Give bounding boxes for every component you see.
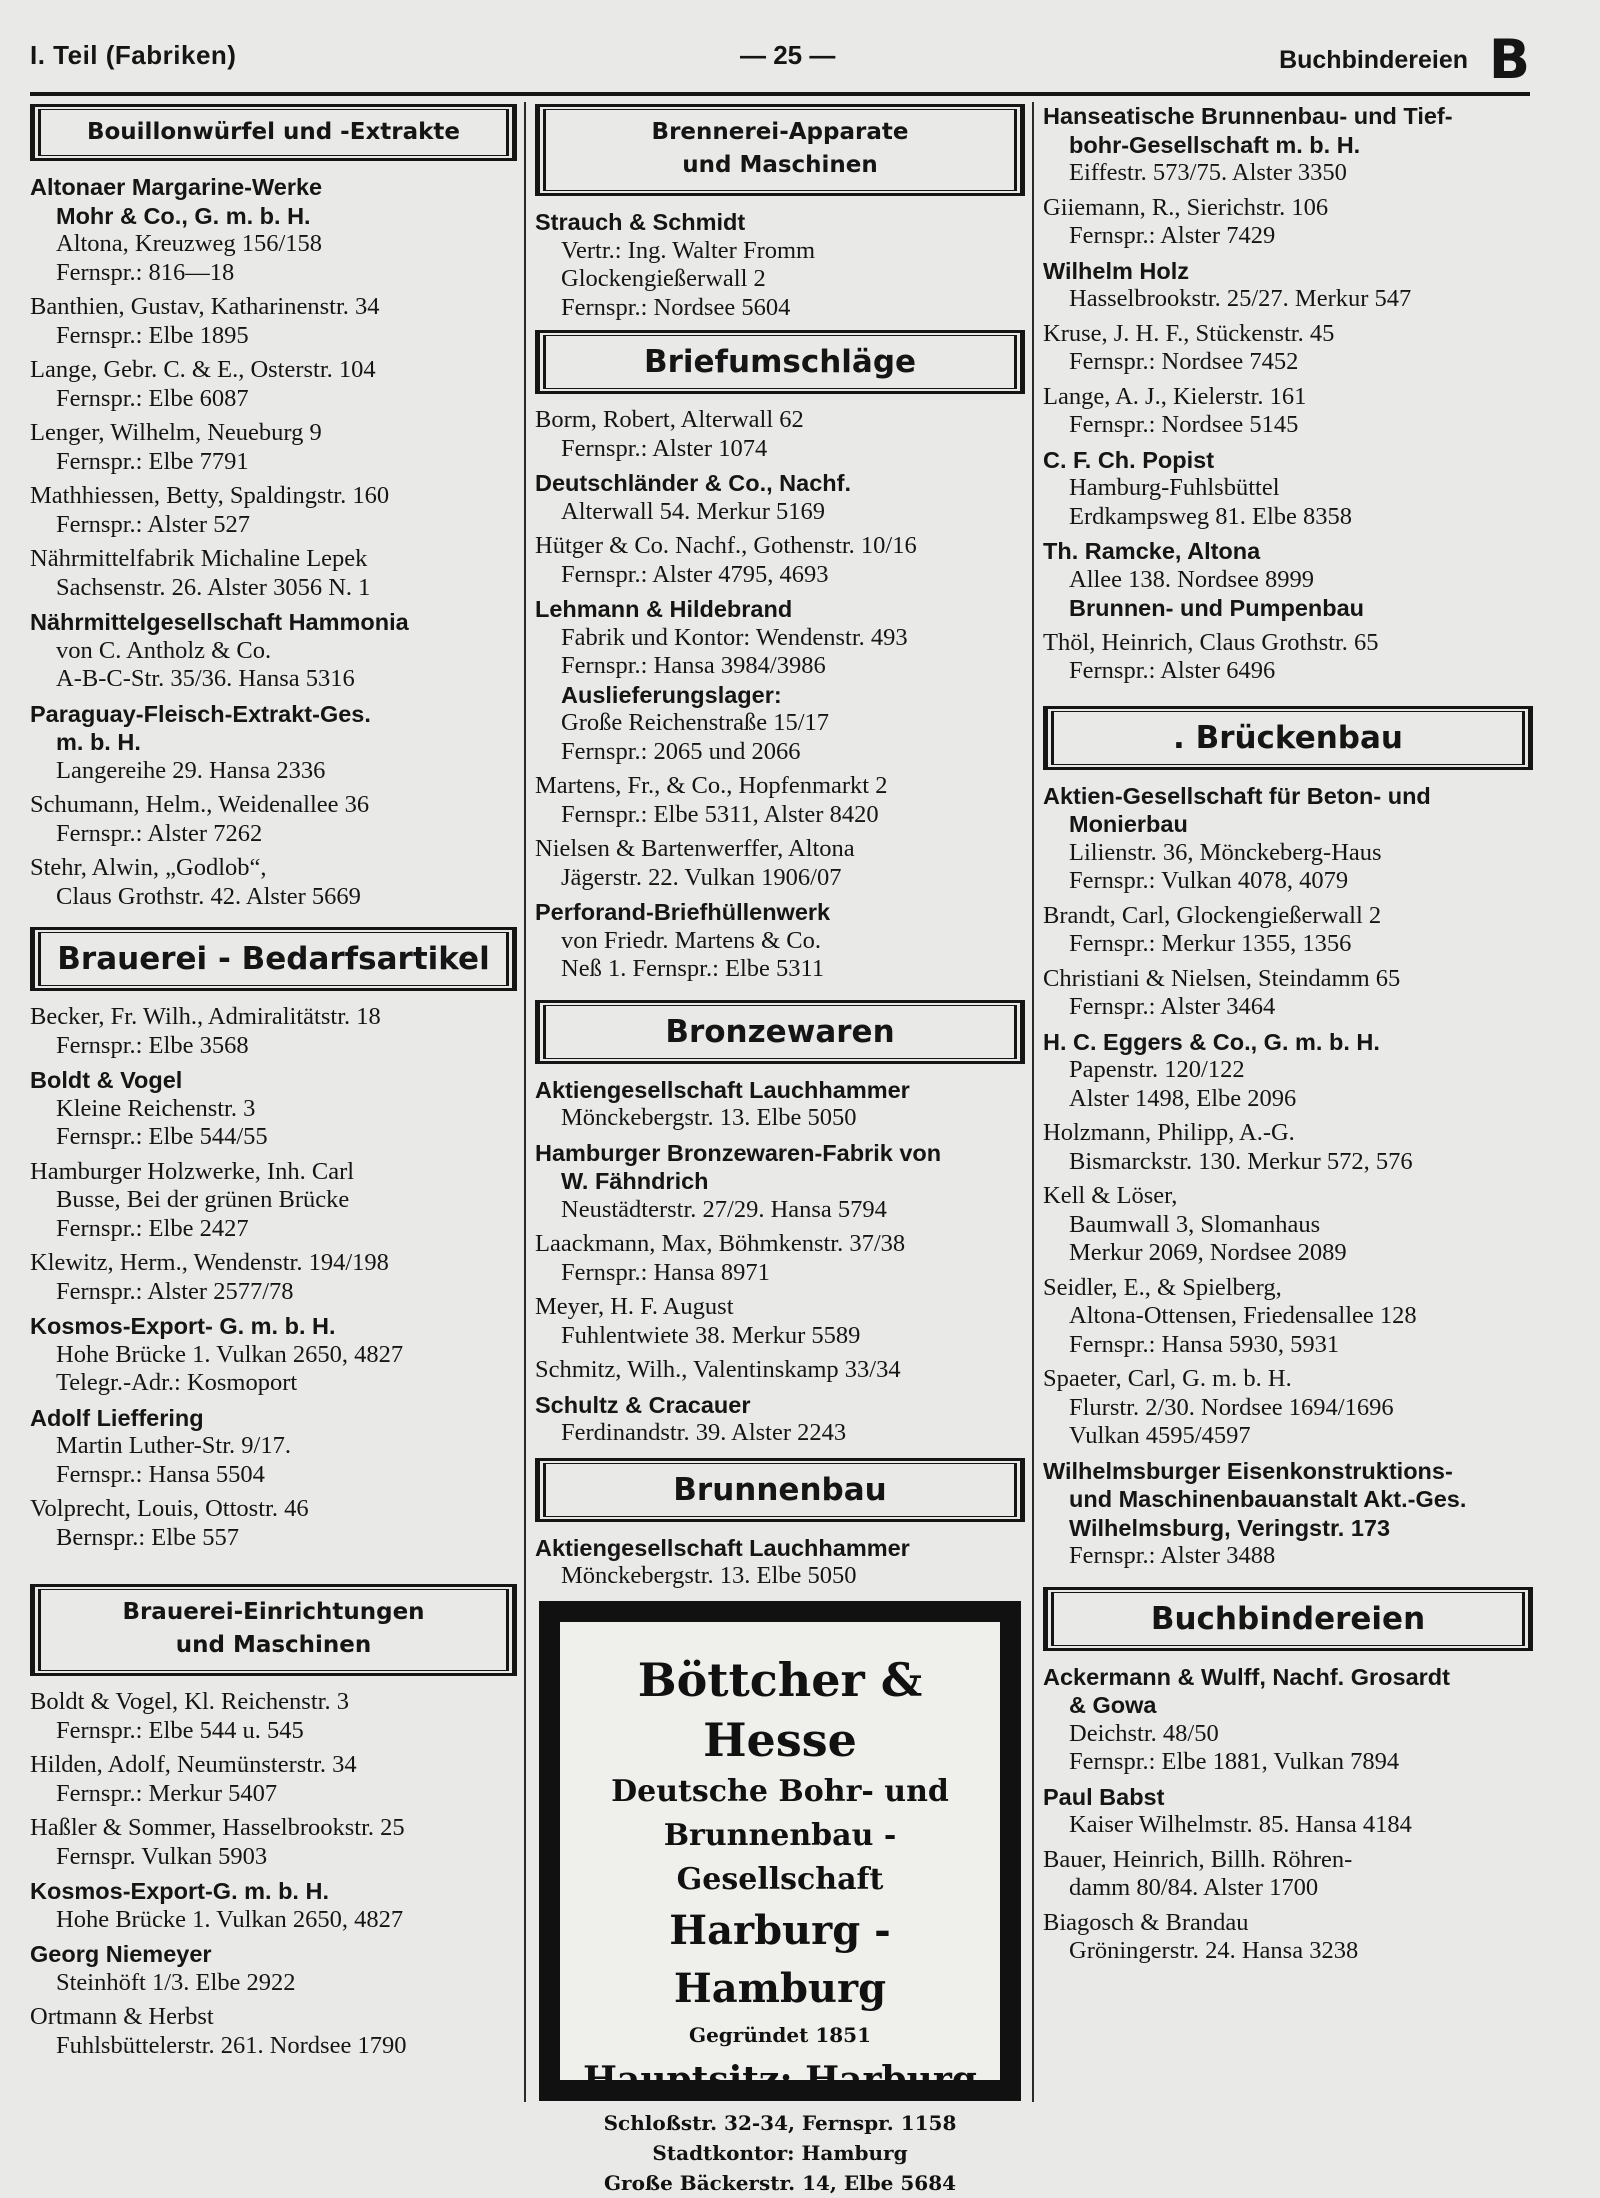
directory-entry: [1043, 1846, 1533, 1903]
section-heading: [537, 106, 1023, 194]
entry-detail: Mönckebergstr. 13. Elbe 5050: [561, 1104, 857, 1131]
directory-entry: [30, 545, 517, 602]
entry-name: Boldt & Vogel: [30, 1067, 183, 1093]
entry-detail: Ferdinandstr. 39. Alster 2243: [561, 1419, 847, 1446]
directory-entry: [30, 608, 517, 694]
ad-headquarters: Hauptsitz: Harburg: [583, 2058, 977, 2101]
entry-list: [30, 173, 517, 911]
entry-name: Martens, Fr., & Co., Hopfenmarkt 2: [535, 772, 888, 799]
entry-detail: Große Reichenstraße 15/17: [561, 709, 830, 736]
section-heading-line: und Maschinen: [682, 152, 878, 178]
entry-name: Mathhiessen, Betty, Spaldingstr. 160: [30, 482, 390, 509]
entry-detail: Jägerstr. 22. Vulkan 1906/07: [561, 863, 842, 891]
directory-entry: [1043, 257, 1533, 314]
directory-entry: [30, 293, 517, 350]
entry-detail: von C. Antholz & Co.: [56, 636, 272, 664]
ad-office-address: Große Bäckerstr. 14, Elbe 5684: [603, 2170, 957, 2195]
page-number: — 25 —: [740, 40, 836, 70]
directory-entry: [30, 854, 517, 911]
directory-entry: [30, 356, 517, 413]
entry-detail: Fernspr.: Hansa 3984/3986: [561, 652, 826, 679]
column-1: [30, 102, 517, 2066]
directory-entry: [30, 1940, 517, 1997]
directory-entry: [30, 1814, 517, 1871]
entry-name: Lange, Gebr. C. & E., Osterstr. 104: [30, 356, 376, 383]
entry-name: Hilden, Adolf, Neumünsterstr. 34: [30, 1751, 357, 1778]
directory-entry: [30, 1877, 517, 1934]
directory-entry: [30, 1495, 517, 1552]
directory-entry: [30, 419, 517, 476]
directory-entry: [30, 1688, 517, 1745]
entry-detail: Claus Grothstr. 42. Alster 5669: [56, 882, 361, 910]
entry-detail: Deichstr. 48/50: [1069, 1719, 1219, 1747]
entry-detail: Fernspr.: Nordsee 5145: [1069, 411, 1299, 438]
directory-entry: [30, 700, 517, 786]
entry-detail: Busse, Bei der grünen Brücke: [56, 1186, 350, 1213]
entry-detail: Monierbau: [1069, 811, 1188, 837]
directory-entry: [1043, 446, 1533, 532]
entry-name: Wilhelm Holz: [1043, 257, 1190, 284]
entry-detail: Lilienstr. 36, Mönckeberg-Haus: [1069, 838, 1382, 866]
section-heading: [32, 1586, 515, 1674]
column-divider-2: [1032, 102, 1034, 2102]
directory-entry: [535, 406, 1025, 463]
entry-detail: Fernspr.: Alster 2577/78: [56, 1277, 294, 1305]
entry-name: Volprecht, Louis, Ottostr. 46: [30, 1495, 309, 1522]
directory-entry: [30, 791, 517, 848]
ad-line: Brunnenbau - Gesellschaft: [663, 1817, 897, 1897]
entry-name: Lenger, Wilhelm, Neueburg 9: [30, 419, 322, 446]
directory-entry: [30, 1158, 517, 1244]
entry-detail: Glockengießerwall 2: [561, 265, 766, 292]
entry-detail: Fuhlentwiete 38. Merkur 5589: [561, 1321, 861, 1349]
entry-list: [535, 406, 1025, 984]
entry-list: [30, 1003, 517, 1552]
entry-detail: Papenstr. 120/122: [1069, 1056, 1245, 1083]
entry-detail: Flurstr. 2/30. Nordsee 1694/1696: [1069, 1393, 1394, 1421]
entry-detail: Fernspr.: Alster 1074: [561, 434, 768, 462]
entry-name: Meyer, H. F. August: [535, 1293, 734, 1320]
entry-detail: Alterwall 54. Merkur 5169: [561, 497, 825, 525]
entry-detail: Fabrik und Kontor: Wendenstr. 493: [561, 623, 908, 651]
entry-name: Deutschländer & Co., Nachf.: [535, 470, 851, 496]
directory-entry: [535, 898, 1025, 984]
directory-entry: [30, 1312, 517, 1398]
directory-entry: [1043, 1365, 1533, 1451]
entry-name: Seidler, E., & Spielberg,: [1043, 1273, 1282, 1301]
entry-name: Thöl, Heinrich, Claus Grothstr. 65: [1043, 628, 1379, 656]
entry-detail: Fernspr.: 816—18: [56, 258, 235, 286]
entry-detail: Fernspr.: Elbe 3568: [56, 1031, 249, 1059]
entry-name: Laackmann, Max, Böhmkenstr. 37/38: [535, 1230, 906, 1257]
entry-name: Kosmos-Export- G. m. b. H.: [30, 1313, 336, 1339]
directory-entry: [30, 1751, 517, 1808]
entry-detail: Fernspr.: Nordsee 7452: [1069, 348, 1299, 375]
entry-name: Paul Babst: [1043, 1783, 1165, 1810]
running-section-title: Buchbindereien: [1279, 46, 1468, 74]
entry-detail: Fernspr.: Elbe 7791: [56, 447, 249, 475]
entry-detail: W. Fähndrich: [561, 1168, 709, 1194]
entry-detail: Hasselbrookstr. 25/27. Merkur 547: [1069, 285, 1412, 312]
entry-list: [1043, 782, 1533, 1571]
directory-entry: [1043, 1457, 1533, 1571]
section-heading-line: Brennerei-Apparate: [651, 119, 909, 145]
entry-detail: Gröningerstr. 24. Hansa 3238: [1069, 1937, 1359, 1964]
entry-name: Klewitz, Herm., Wendenstr. 194/198: [30, 1249, 389, 1276]
entry-list: [1043, 102, 1533, 686]
entry-name: Kell & Löser,: [1043, 1182, 1178, 1209]
entry-name: Hamburger Bronzewaren-Fabrik von: [535, 1139, 942, 1166]
entry-name: Georg Niemeyer: [30, 1941, 212, 1967]
section-heading: Brunnenbau: [537, 1460, 1023, 1520]
entry-detail: Hohe Brücke 1. Vulkan 2650, 4827: [56, 1905, 404, 1933]
directory-entry: [30, 1066, 517, 1152]
entry-detail: Kaiser Wilhelmstr. 85. Hansa 4184: [1069, 1811, 1412, 1838]
ad-company-name: Böttcher & Hesse: [637, 1652, 923, 1767]
directory-entry: [1043, 383, 1533, 440]
section-heading: Bronzewaren: [537, 1002, 1023, 1062]
entry-detail: Fernspr.: Alster 3464: [1069, 993, 1276, 1020]
entry-detail: Hohe Brücke 1. Vulkan 2650, 4827: [56, 1340, 404, 1368]
entry-detail: Altona, Kreuzweg 156/158: [56, 230, 323, 257]
entry-detail: Steinhöft 1/3. Elbe 2922: [56, 1968, 296, 1996]
directory-entry: [1043, 1274, 1533, 1360]
entry-list: [30, 1688, 517, 2060]
directory-entry: [1043, 1119, 1533, 1176]
directory-entry: [1043, 965, 1533, 1022]
directory-entry: [30, 482, 517, 539]
entry-detail: Fernspr.: Vulkan 4078, 4079: [1069, 867, 1349, 894]
entry-name: Paraguay-Fleisch-Extrakt-Ges.: [30, 700, 371, 727]
directory-entry: [30, 173, 517, 287]
entry-detail: Hamburg-Fuhlsbüttel: [1069, 474, 1280, 501]
directory-entry: [30, 1003, 517, 1060]
entry-detail: Erdkampsweg 81. Elbe 8358: [1069, 502, 1353, 530]
directory-entry: [1043, 194, 1533, 251]
index-letter: B: [1488, 28, 1530, 91]
directory-entry: [1043, 1182, 1533, 1268]
entry-name: Spaeter, Carl, G. m. b. H.: [1043, 1365, 1292, 1392]
entry-detail: damm 80/84. Alster 1700: [1069, 1874, 1319, 1901]
entry-detail: Mönckebergstr. 13. Elbe 5050: [561, 1562, 857, 1589]
entry-name: Altonaer Margarine-Werke: [30, 174, 323, 200]
entry-name: Nielsen & Bartenwerffer, Altona: [535, 835, 855, 862]
entry-name: H. C. Eggers & Co., G. m. b. H.: [1043, 1028, 1380, 1055]
entry-detail: m. b. H.: [56, 729, 141, 755]
entry-detail: Fuhlsbüttelerstr. 261. Nordsee 1790: [56, 2031, 407, 2059]
entry-name: Aktiengesellschaft Lauchhammer: [535, 1534, 910, 1561]
entry-detail: & Gowa: [1069, 1692, 1157, 1718]
entry-detail: Allee 138. Nordsee 8999: [1069, 565, 1314, 593]
entry-detail: Fernspr.: Alster 527: [56, 510, 250, 538]
entry-name: Hamburger Holzwerke, Inh. Carl: [30, 1157, 355, 1185]
entry-detail: Baumwall 3, Slomanhaus: [1069, 1210, 1321, 1238]
entry-name: Ortmann & Herbst: [30, 2003, 214, 2030]
entry-detail: Wilhelmsburg, Veringstr. 173: [1069, 1514, 1391, 1541]
entry-name: Wilhelmsburger Eisenkonstruktions-: [1043, 1457, 1453, 1484]
entry-detail: von Friedr. Martens & Co.: [561, 926, 821, 954]
entry-name: Kruse, J. H. F., Stückenstr. 45: [1043, 319, 1335, 347]
entry-detail: bohr-Gesellschaft m. b. H.: [1069, 131, 1361, 158]
section-heading: Briefumschläge: [537, 332, 1023, 392]
entry-name: Lange, A. J., Kielerstr. 161: [1043, 382, 1307, 410]
ad-line: Deutsche Bohr- und: [611, 1773, 949, 1809]
directory-entry: [535, 1293, 1025, 1350]
entry-list: [535, 208, 1025, 322]
entry-name: Perforand-Briefhüllenwerk: [535, 899, 831, 925]
directory-entry: [535, 595, 1025, 766]
directory-entry: [1043, 102, 1533, 188]
entry-detail: Merkur 2069, Nordsee 2089: [1069, 1239, 1347, 1266]
directory-entry: [535, 208, 1025, 322]
entry-list: [1043, 1663, 1533, 1966]
entry-detail: Langereihe 29. Hansa 2336: [56, 756, 326, 784]
entry-detail: Bismarckstr. 130. Merkur 572, 576: [1069, 1147, 1413, 1175]
entry-name: Biagosch & Brandau: [1043, 1908, 1249, 1936]
entry-name: Kosmos-Export-G. m. b. H.: [30, 1878, 329, 1904]
entry-name: Nährmittelfabrik Michaline Lepek: [30, 545, 368, 572]
section-heading-line: Brauerei-Einrichtungen: [122, 1599, 425, 1625]
entry-detail: Fernspr.: Elbe 544/55: [56, 1123, 268, 1150]
entry-detail: Fernspr.: Hansa 5504: [56, 1460, 265, 1488]
entry-detail: Vulkan 4595/4597: [1069, 1422, 1251, 1449]
entry-detail: Mohr & Co., G. m. b. H.: [56, 202, 311, 229]
entry-detail: Fernspr.: Elbe 1895: [56, 321, 249, 349]
entry-detail: Fernspr.: Alster 7262: [56, 819, 263, 847]
ad-founded: Gegründet 1851: [689, 2022, 871, 2047]
entry-detail: Martin Luther-Str. 9/17.: [56, 1432, 291, 1459]
entry-detail: Altona-Ottensen, Friedensallee 128: [1069, 1302, 1417, 1329]
entry-detail: Fernspr. Vulkan 5903: [56, 1842, 268, 1870]
entry-detail: Neustädterstr. 27/29. Hansa 5794: [561, 1195, 887, 1223]
entry-name: Brandt, Carl, Glockengießerwall 2: [1043, 901, 1382, 929]
entry-detail: Fernspr.: Elbe 1881, Vulkan 7894: [1069, 1748, 1400, 1775]
directory-entry: [1043, 320, 1533, 377]
directory-entry: [535, 1356, 1025, 1385]
directory-entry: [1043, 1663, 1533, 1777]
entry-detail: Sachsenstr. 26. Alster 3056 N. 1: [56, 573, 371, 601]
entry-detail: Eiffestr. 573/75. Alster 3350: [1069, 159, 1347, 186]
section-heading: Buchbindereien: [1045, 1589, 1531, 1649]
section-heading: Brauerei - Bedarfsartikel: [32, 929, 515, 989]
directory-entry: [535, 532, 1025, 589]
directory-entry: [535, 772, 1025, 829]
entry-name: Aktiengesellschaft Lauchhammer: [535, 1076, 910, 1103]
advertisement: [539, 1601, 1021, 2195]
entry-name: Ackermann & Wulff, Nachf. Grosardt: [1043, 1663, 1450, 1690]
entry-detail: Fernspr.: 2065 und 2066: [561, 737, 801, 765]
directory-entry: [1043, 629, 1533, 686]
advertisement-panel: [557, 1619, 1003, 2195]
ad-city: Harburg - Hamburg: [669, 1906, 891, 2012]
entry-list: [535, 1076, 1025, 1448]
entry-name: Schultz & Cracauer: [535, 1391, 751, 1418]
directory-entry: [30, 2003, 517, 2060]
entry-detail: Brunnen- und Pumpenbau: [1069, 595, 1365, 621]
entry-detail: Fernspr.: Hansa 8971: [561, 1258, 770, 1286]
entry-detail: Fernspr.: Alster 3488: [1069, 1542, 1276, 1569]
entry-detail: Bernspr.: Elbe 557: [56, 1523, 240, 1551]
entry-name: Hanseatische Brunnenbau- und Tief-: [1043, 103, 1453, 129]
entry-name: Strauch & Schmidt: [535, 209, 746, 235]
entry-name: Boldt & Vogel, Kl. Reichenstr. 3: [30, 1688, 349, 1715]
directory-entry: [1043, 1783, 1533, 1840]
column-2: [535, 102, 1025, 2195]
section-heading-line: und Maschinen: [175, 1632, 372, 1658]
entry-name: Schmitz, Wilh., Valentinskamp 33/34: [535, 1356, 901, 1383]
entry-name: Lehmann & Hildebrand: [535, 596, 793, 622]
entry-name: Holzmann, Philipp, A.-G.: [1043, 1119, 1295, 1146]
directory-entry: [535, 1076, 1025, 1133]
entry-detail: Telegr.-Adr.: Kosmoport: [56, 1369, 298, 1396]
directory-entry: [30, 1404, 517, 1490]
entry-detail: Neß 1. Fernspr.: Elbe 5311: [561, 955, 825, 982]
header-rule: [30, 92, 1530, 96]
column-3: [1043, 102, 1533, 1972]
entry-name: Banthien, Gustav, Katharinenstr. 34: [30, 293, 380, 320]
directory-entry: [1043, 782, 1533, 896]
entry-name: Nährmittelgesellschaft Hammonia: [30, 609, 409, 635]
entry-detail: Fernspr.: Hansa 5930, 5931: [1069, 1330, 1340, 1358]
directory-entry: [535, 1230, 1025, 1287]
entry-detail: Auslieferungslager:: [561, 681, 782, 708]
section-heading: . Brückenbau: [1045, 708, 1531, 768]
entry-detail: Fernspr.: Alster 7429: [1069, 222, 1276, 249]
entry-detail: Fernspr.: Elbe 544 u. 545: [56, 1716, 304, 1744]
directory-entry: [535, 1534, 1025, 1591]
directory-entry: [535, 835, 1025, 892]
entry-name: Aktien-Gesellschaft für Beton- und: [1043, 782, 1431, 809]
entry-name: Giiemann, R., Sierichstr. 106: [1043, 193, 1329, 221]
directory-entry: [535, 469, 1025, 526]
entry-detail: Fernspr.: Nordsee 5604: [561, 293, 791, 321]
directory-entry: [535, 1139, 1025, 1225]
entry-detail: Fernspr.: Alster 6496: [1069, 657, 1276, 684]
entry-detail: Kleine Reichenstr. 3: [56, 1094, 256, 1122]
entry-name: Hütger & Co. Nachf., Gothenstr. 10/16: [535, 532, 917, 559]
entry-name: Schumann, Helm., Weidenallee 36: [30, 791, 370, 818]
entry-detail: Fernspr.: Elbe 6087: [56, 384, 249, 412]
entry-name: Adolf Lieffering: [30, 1404, 204, 1431]
entry-name: Haßler & Sommer, Hasselbrookstr. 25: [30, 1814, 405, 1841]
ad-office-label: Stadtkontor: Hamburg: [652, 2140, 908, 2165]
directory-entry: [1043, 1028, 1533, 1114]
entry-detail: und Maschinenbauanstalt Akt.-Ges.: [1069, 1486, 1467, 1512]
entry-name: Christiani & Nielsen, Steindamm 65: [1043, 964, 1401, 992]
entry-name: Becker, Fr. Wilh., Admiralitätstr. 18: [30, 1003, 381, 1030]
ad-address: Schloßstr. 32-34, Fernspr. 1158: [603, 2110, 957, 2135]
section-heading: Bouillonwürfel und -Extrakte: [32, 106, 515, 159]
entry-name: C. F. Ch. Popist: [1043, 446, 1215, 473]
entry-name: Bauer, Heinrich, Billh. Röhren-: [1043, 1845, 1353, 1873]
directory-entry: [1043, 902, 1533, 959]
entry-detail: Fernspr.: Merkur 5407: [56, 1779, 278, 1807]
entry-name: Th. Ramcke, Altona: [1043, 538, 1261, 564]
entry-name: Stehr, Alwin, „Godlob“,: [30, 854, 267, 881]
entry-detail: Fernspr.: Elbe 2427: [56, 1214, 249, 1242]
page-header: [30, 28, 1530, 91]
part-label: I. Teil (Fabriken): [30, 40, 237, 70]
directory-entry: [30, 1249, 517, 1306]
entry-detail: Alster 1498, Elbe 2096: [1069, 1084, 1297, 1112]
directory-entry: [1043, 537, 1533, 623]
directory-entry: [1043, 1909, 1533, 1966]
entry-detail: Fernspr.: Alster 4795, 4693: [561, 560, 829, 588]
column-divider-1: [524, 102, 526, 2102]
entry-detail: A-B-C-Str. 35/36. Hansa 5316: [56, 665, 355, 692]
entry-list: [535, 1534, 1025, 1591]
entry-detail: Vertr.: Ing. Walter Fromm: [561, 236, 816, 264]
directory-entry: [535, 1391, 1025, 1448]
entry-detail: Fernspr.: Elbe 5311, Alster 8420: [561, 800, 879, 828]
entry-detail: Fernspr.: Merkur 1355, 1356: [1069, 930, 1352, 957]
entry-name: Borm, Robert, Alterwall 62: [535, 406, 804, 433]
